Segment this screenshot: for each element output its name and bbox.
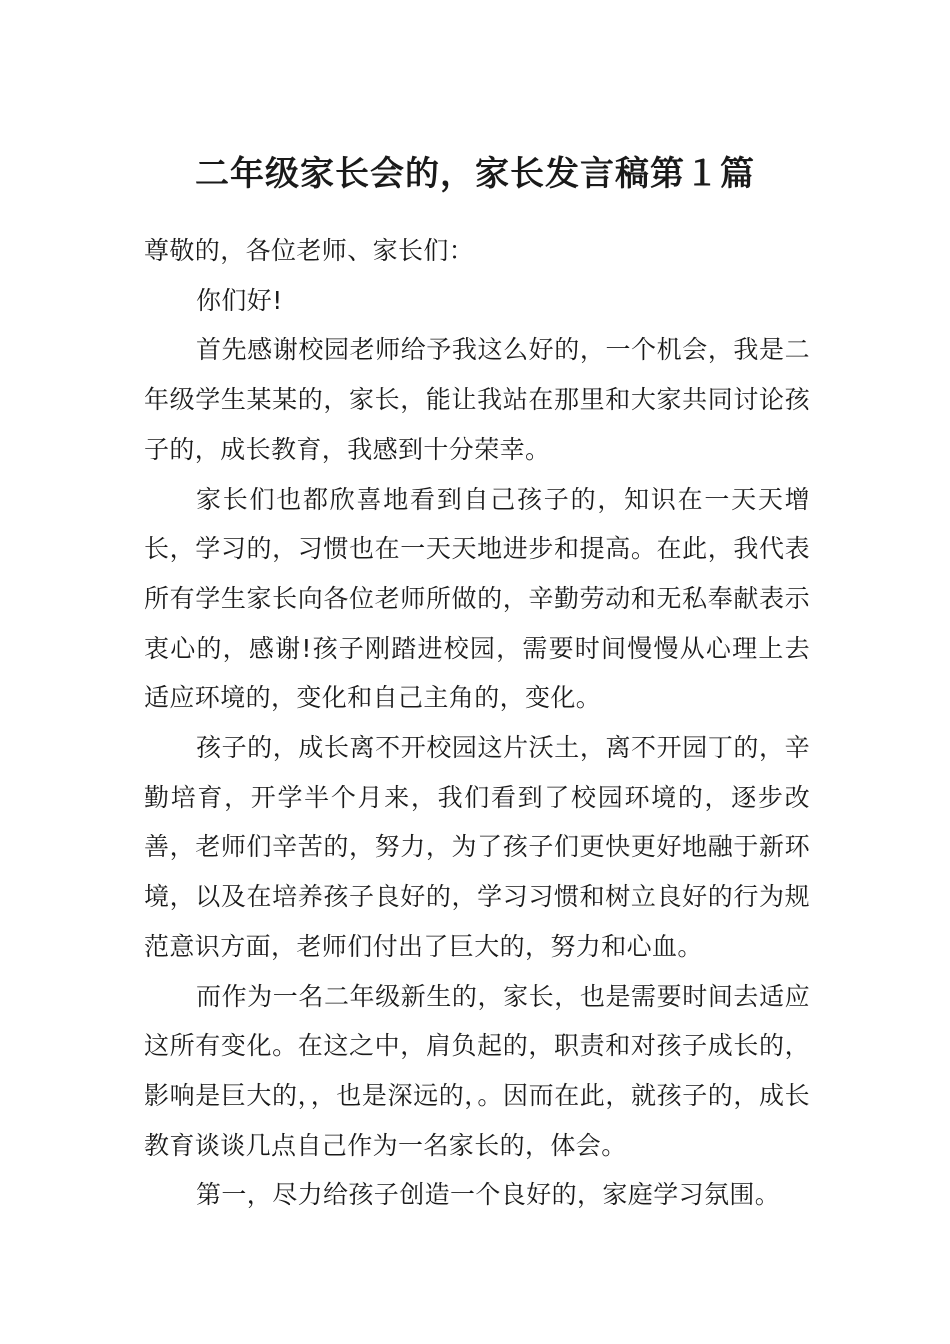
paragraph-progress: 家长们也都欣喜地看到自己孩子的，知识在一天天增长，学习的，习惯也在一天天地进步和提高。在此，我代表所有学生家长向各位老师所做的，辛勤劳动和无私奉献表示衷心的，感谢!孩子刚踏进校园，需要时间慢慢从心理上去适应环境的，变化和自己主角的，变化。 (144, 484, 810, 713)
document-body (144, 226, 810, 1220)
paragraph-hello: 你们好! (196, 285, 283, 315)
document-title: 二年级家长会的，家长发言稿第１篇 (195, 153, 755, 194)
paragraph-greeting: 尊敬的，各位老师、家长们： (144, 236, 475, 265)
paragraph-point-one: 第一，尽力给孩子创造一个良好的，家庭学习氛围。 (196, 1180, 781, 1210)
paragraph-growth: 孩子的，成长离不开校园这片沃土，离不开园丁的，辛勤培育，开学半个月来，我们看到了校园环境的，逐步改善，老师们辛苦的，努力，为了孩子们更快更好地融于新环境，以及在培养孩子良好的，学习习惯和树立良好的行为规范意识方面，老师们付出了巨大的，努力和心血。 (144, 733, 810, 961)
paragraph-parent-role: 而作为一名二年级新生的，家长，也是需要时间去适应这所有变化。在这之中，肩负起的，职责和对孩子成长的，影响是巨大的，，也是深远的，。因而在此，就孩子的，成长教育谈谈几点自己作为一名家长的，体会。 (144, 981, 810, 1160)
paragraph-thanks: 首先感谢校园老师给予我这么好的，一个机会，我是二年级学生某某的，家长，能让我站在那里和大家共同讨论孩子的，成长教育，我感到十分荣幸。 (144, 335, 810, 464)
